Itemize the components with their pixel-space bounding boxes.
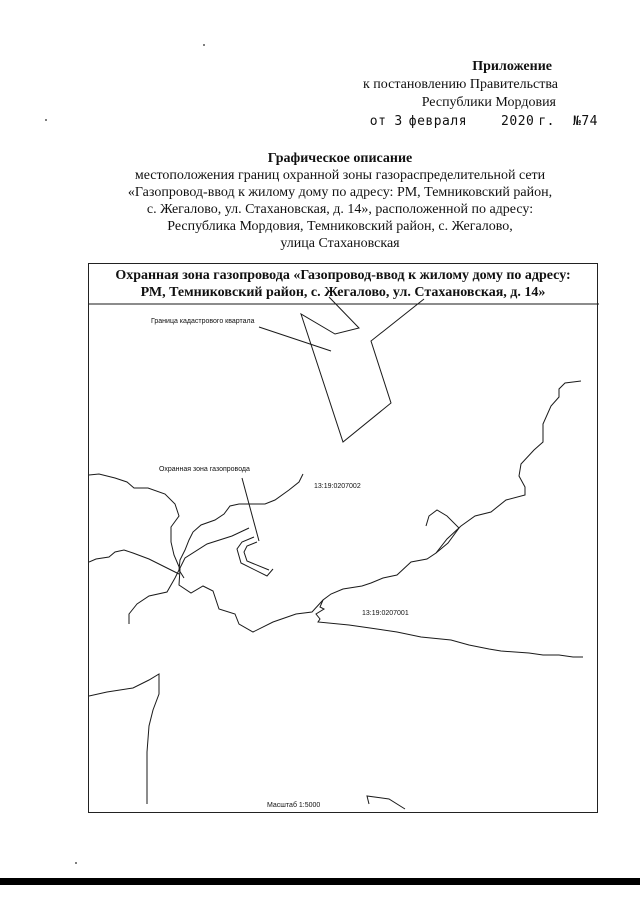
heading-line-4: Республика Мордовия, Темниковский район, с. Жегалово,	[167, 219, 513, 234]
appendix-line-2: Республики Мордовия	[421, 95, 556, 110]
heading-line-5: улица Стахановская	[280, 236, 400, 251]
lot-bottom-left	[89, 674, 159, 804]
appendix-block	[298, 58, 598, 131]
heading-line-2: «Газопровод-ввод к жилому дому по адресу: РМ, Темниковский район,	[127, 185, 553, 200]
map-frame	[88, 263, 598, 813]
appendix-date-line	[298, 113, 598, 131]
quarter-boundary-lower	[89, 474, 323, 632]
heading-line-1: местоположения границ охранной зоны газораспределительной сети	[134, 168, 546, 183]
scan-speck	[75, 862, 77, 864]
date-prefix: от	[369, 114, 387, 129]
heading-line-3: с. Жегалово, ул. Стахановская, д. 14», расположенной по адресу:	[146, 202, 534, 217]
scale-label: Масштаб 1:5000	[267, 802, 321, 809]
scan-bottom-edge	[0, 878, 640, 885]
map-title-line-2: РМ, Темниковский район, с. Жегалово, ул. Стахановская, д. 14»	[140, 285, 546, 300]
date-day: 3	[394, 114, 403, 129]
map-drawing	[89, 264, 599, 814]
lot-bottom-wedge	[367, 796, 405, 809]
appendix-line-1: к постановлению Правительства	[362, 77, 558, 92]
pipeline-polygon	[129, 528, 249, 624]
quarter-label-001: 13:19:0207001	[362, 610, 409, 617]
parcel-left	[89, 550, 179, 574]
zone-label-leader	[242, 478, 259, 541]
appendix-title: Приложение	[472, 59, 552, 74]
date-year-suffix: г.	[538, 114, 556, 129]
scan-speck	[203, 44, 205, 46]
date-month: февраля	[408, 114, 468, 129]
heading-title: Графическое описание	[267, 151, 413, 166]
quarter-label-002: 13:19:0207002	[314, 483, 361, 490]
scan-speck	[45, 119, 47, 121]
quarter-boundary-notch	[426, 510, 459, 553]
map-title-line-1: Охранная зона газопровода «Газопровод-ввод к жилому дому по адресу:	[115, 268, 571, 283]
gas-pipeline-hook-inner	[244, 542, 269, 570]
document-number: №74	[573, 114, 598, 129]
date-year: 2020	[501, 114, 535, 129]
document-heading	[90, 150, 590, 252]
boundary-label-leader	[259, 327, 331, 351]
quarter-boundary-upper	[301, 297, 424, 442]
boundary-label: Граница кадастрового квартала	[151, 318, 255, 325]
zone-label: Охранная зона газопровода	[159, 466, 250, 473]
